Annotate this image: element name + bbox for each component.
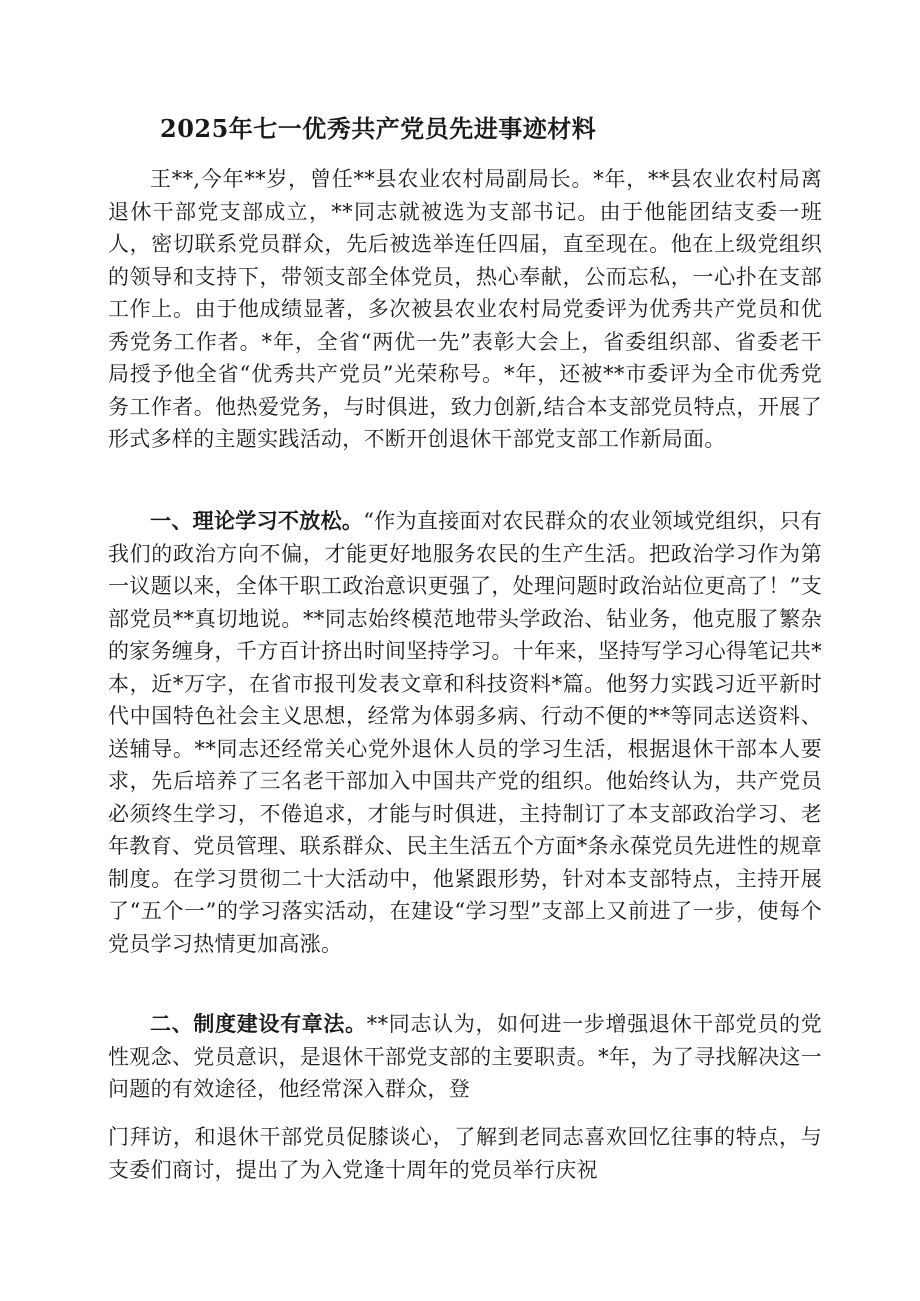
paragraph-theory-study <box>108 505 822 960</box>
paragraph-body: 王**,今年**岁，曾任**县农业农村局副局长。*年，**县农业农村局离退休干部党支部成立，**同志就被选为支部书记。由于他能团结支委一班人，密切联系党员群众，先后被选举连任四届，直至现在。他在上级党组织的领导和支持下，带领支部全体党员，热心奉献，公而忘私，一心扑在支部工作上。由于他成绩显著，多次被县农业农村局党委评为优秀共产党员和优秀党务工作者。*年，全省“两优一先”表彰大会上，省委组织部、省委老干局授予他全省“优秀共产党员”光荣称号。*年，还被**市委评为全市优秀党务工作者。他热爱党务，与时俱进，致力创新,结合本支部党员特点，开展了形式多样的主题实践活动，不断开创退休干部党支部工作新局面。 <box>108 167 822 451</box>
section-heading: 二、制度建设有章法。 <box>150 1011 367 1036</box>
paragraph-continuation <box>108 1121 822 1186</box>
paragraph-intro <box>108 163 822 456</box>
section-heading: 一、理论学习不放松。 <box>150 508 364 533</box>
paragraph-body: 门拜访，和退休干部党员促膝谈心，了解到老同志喜欢回忆往事的特点，与支委们商讨，提出了为入党逢十周年的党员举行庆祝 <box>108 1125 822 1182</box>
paragraph-body: **同志认为，如何进一步增强退休干部党员的党性观念、党员意识，是退休干部党支部的主要职责。*年，为了寻找解决这一问题的有效途径，他经常深入群众，登 <box>108 1012 822 1101</box>
document-title: 2025年七一优秀共产党员先进事迹材料 <box>160 114 597 143</box>
paragraph-body: “作为直接面对农民群众的农业领域党组织，只有我们的政治方向不偏，才能更好地服务农民的生产生活。把政治学习作为第一议题以来，全体干职工政治意识更强了，处理问题时政治站位更高了！”支部党员**真切地说。**同志始终模范地带头学政治、钻业务，他克服了繁杂的家务缠身，千方百计挤出时间坚持学习。十年来，坚持写学习心得笔记共*本，近*万字，在省市报刊发表文章和科技资料*篇。他努力实践习近平新时代中国特色社会主义思想，经常为体弱多病、行动不便的**等同志送资料、送辅导。**同志还经常关心党外退休人员的学习生活，根据退休干部本人要求，先后培养了三名老干部加入中国共产党的组织。他始终认为，共产党员必须终生学习，不倦追求，才能与时俱进，主持制订了本支部政治学习、老年教育、党员管理、联系群众、民主生活五个方面*条永葆党员先进性的规章制度。在学习贯彻二十大活动中，他紧跟形势，针对本支部特点，主持开展了“五个一”的学习落实活动，在建设“学习型”支部上又前进了一步，使每个党员学习热情更加高涨。 <box>108 509 822 956</box>
paragraph-institution-building <box>108 1008 822 1106</box>
